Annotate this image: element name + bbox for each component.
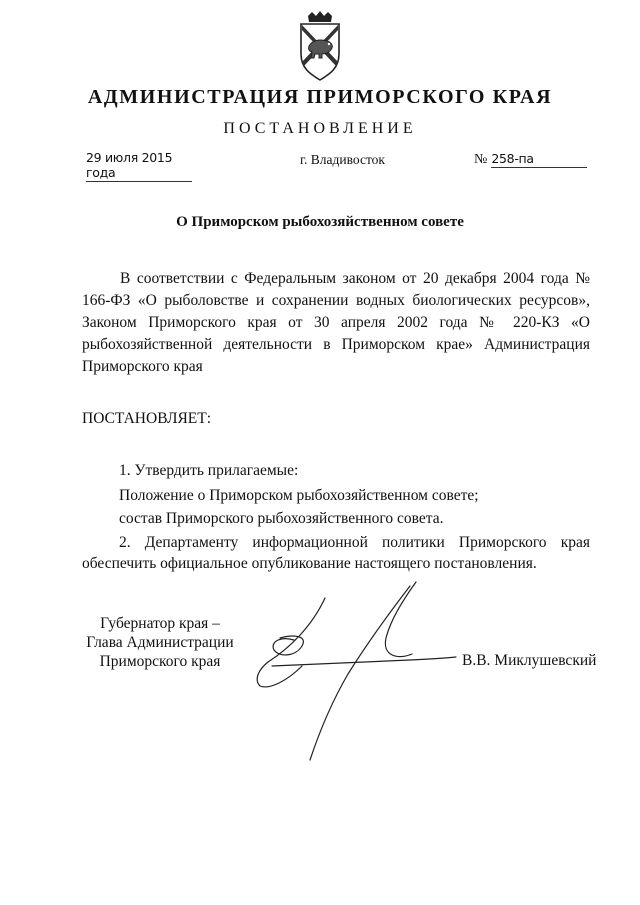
document-heading: О Приморском рыбохозяйственном совете — [176, 214, 464, 230]
item-1-b: состав Приморского рыбохозяйственного совета. — [119, 510, 444, 527]
handwritten-signature — [250, 578, 470, 768]
position-line-3: Приморского края — [99, 653, 221, 670]
coat-of-arms-emblem — [296, 10, 344, 82]
position-line-1: Губернатор края – — [100, 615, 220, 632]
number-value: 258-па — [491, 151, 587, 168]
document-city: г. Владивосток — [300, 152, 385, 167]
document-type: ПОСТАНОВЛЕНИЕ — [223, 120, 417, 137]
item-1-a: Положение о Приморском рыбохозяйственном совете; — [119, 487, 479, 504]
item-2: 2. Департаменту информационной политики Приморского края обеспечить официальное опубликование настоящего постановления. — [82, 534, 590, 572]
signer-name: В.В. Миклушевский — [462, 652, 597, 669]
preamble-paragraph: В соответствии с Федеральным законом от 20 декабря 2004 года № 166-ФЗ «О рыболовстве и сохранении водных биологических ресурсов», Законом Приморского края от 30 апреля 2002 года № 220-КЗ «О рыбохозяйственной деятельности в Приморском крае» Администрация Приморского края — [82, 270, 590, 375]
number-sign: № — [474, 152, 488, 167]
document-number — [474, 150, 587, 168]
document-date: 29 июля 2015 года — [86, 150, 192, 182]
item-1: 1. Утвердить прилагаемые: — [119, 462, 299, 479]
signatory-position — [60, 614, 260, 671]
resolves-heading: ПОСТАНОВЛЯЕТ: — [82, 410, 212, 427]
organization-title: АДМИНИСТРАЦИЯ ПРИМОРСКОГО КРАЯ — [87, 86, 553, 108]
position-line-2: Глава Администрации — [86, 634, 234, 651]
